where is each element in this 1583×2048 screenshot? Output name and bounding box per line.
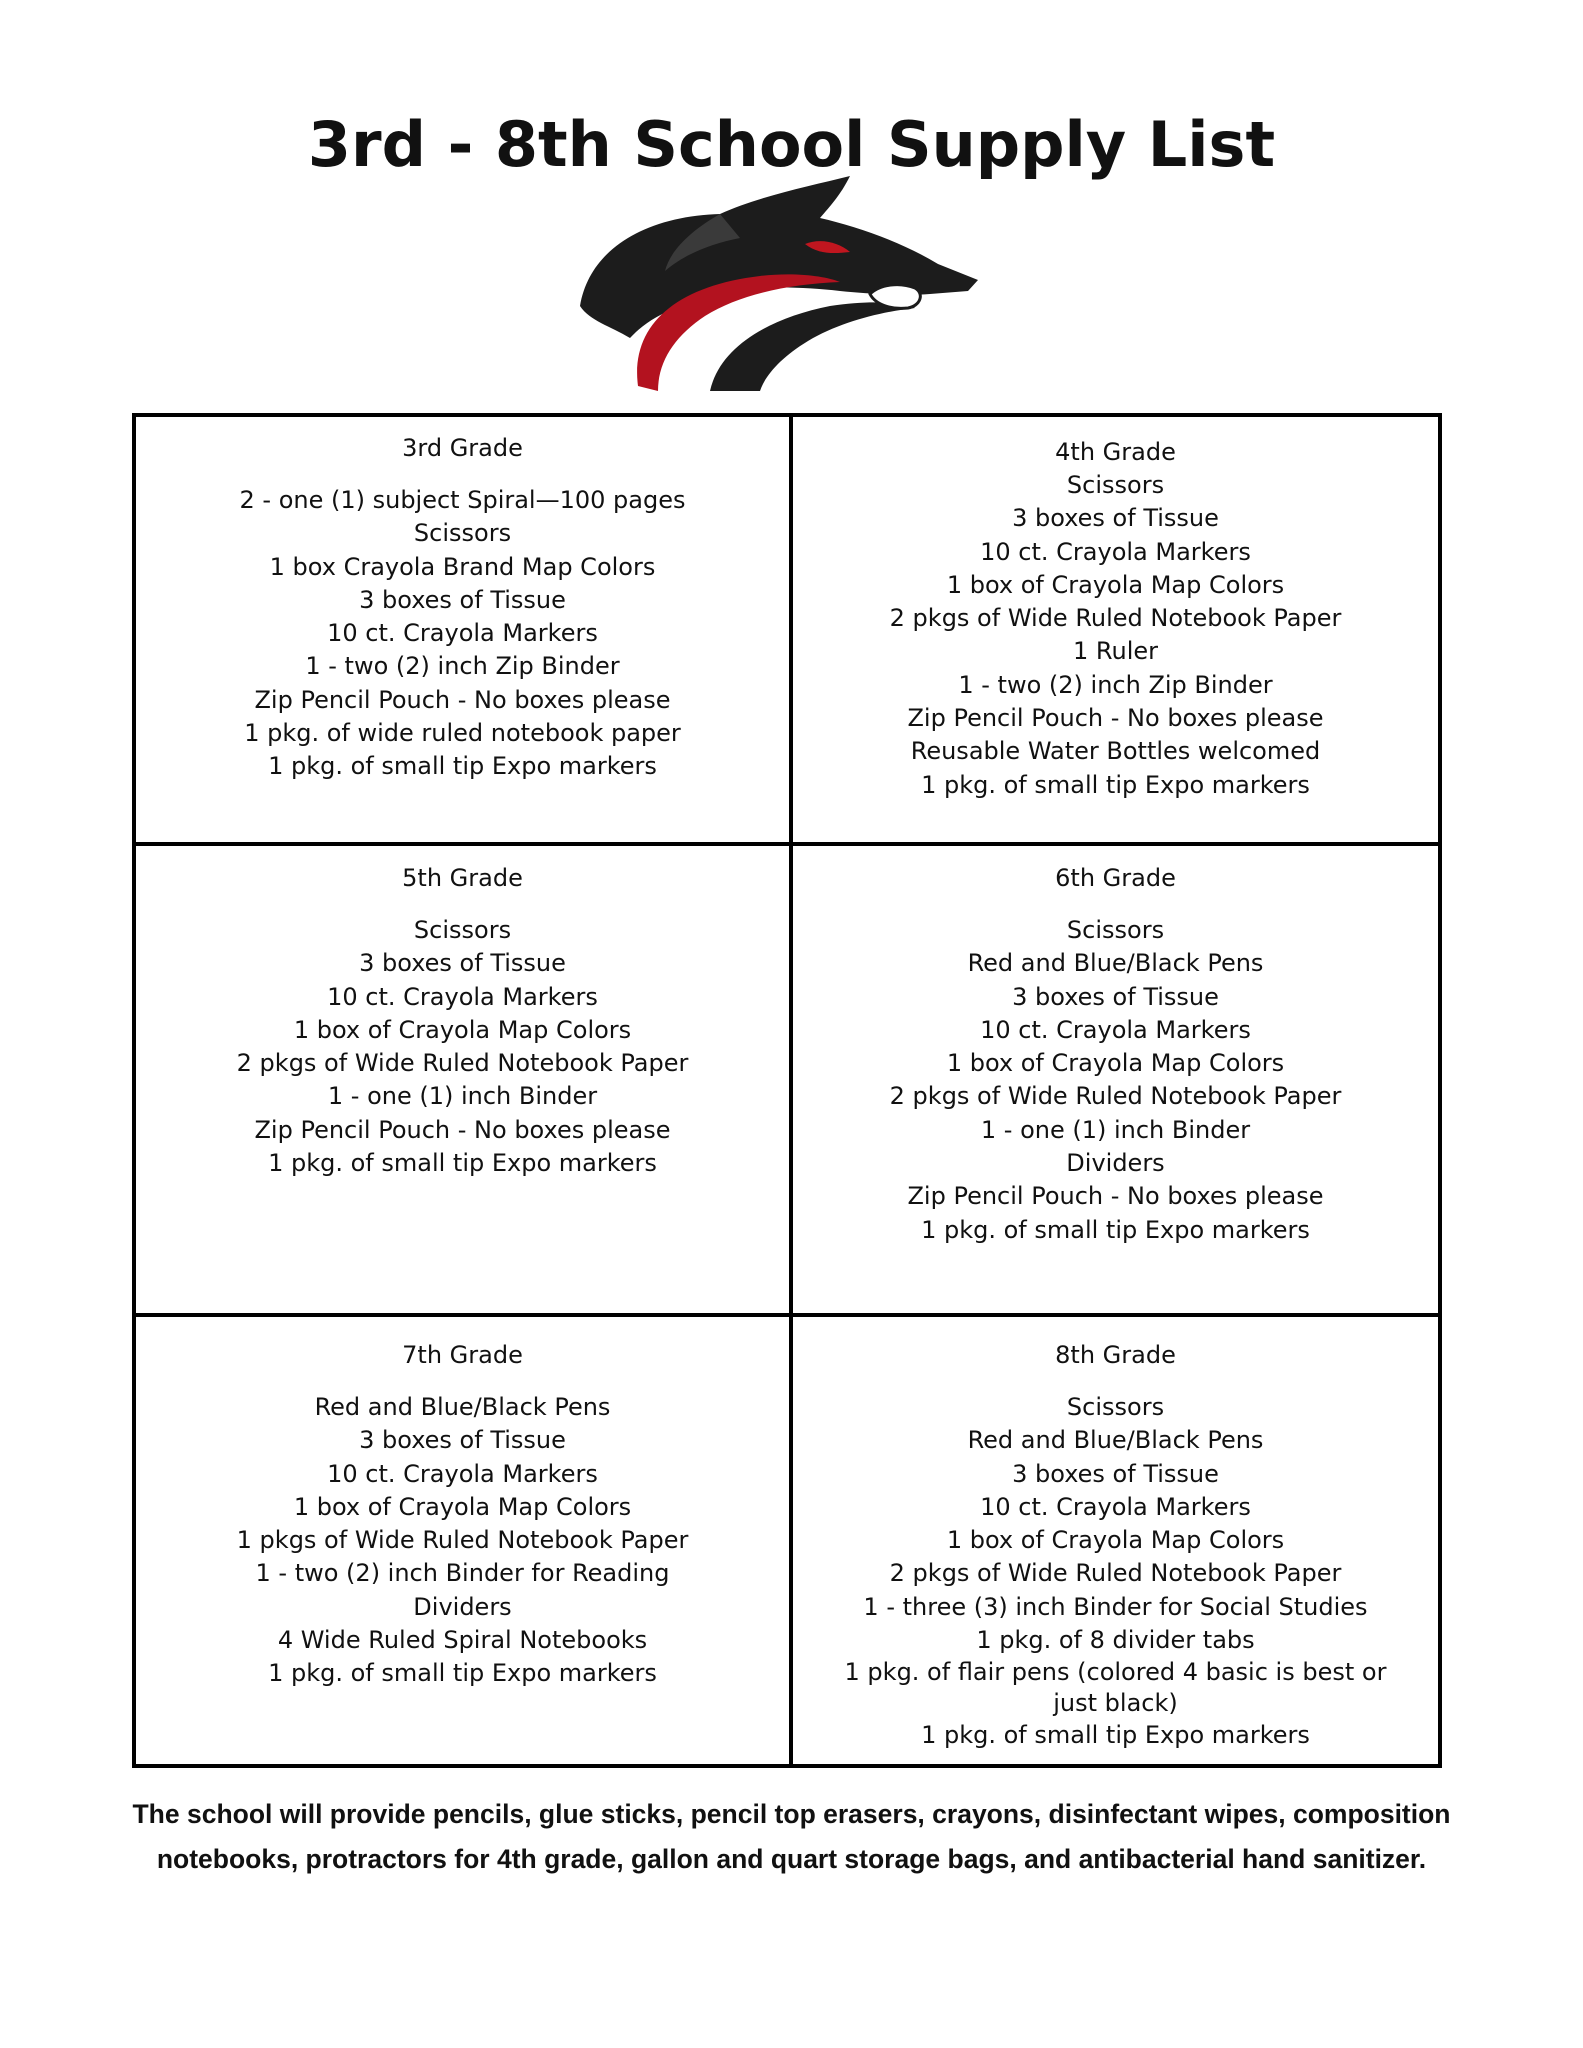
supply-item: 10 ct. Crayola Markers bbox=[980, 1015, 1251, 1044]
supply-item: 10 ct. Crayola Markers bbox=[327, 619, 598, 648]
supply-item: 3 boxes of Tissue bbox=[1012, 504, 1219, 533]
supply-item: Zip Pencil Pouch - No boxes please bbox=[254, 685, 671, 714]
supply-item: 2 pkgs of Wide Ruled Notebook Paper bbox=[236, 1049, 689, 1078]
supply-item: 1 pkg. of small tip Expo markers bbox=[268, 752, 657, 781]
footer-note: The school will provide pencils, glue sticks, pencil top erasers, crayons, disinfectant wipes, composition notebooks, protractors for 4th grade, gallon and quart storage bags, and antibacterial hand sanitizer. bbox=[132, 1799, 1451, 1874]
supply-item: 1 box Crayola Brand Map Colors bbox=[269, 552, 656, 581]
supply-item: 1 box of Crayola Map Colors bbox=[946, 1049, 1285, 1078]
supply-item: Reusable Water Bottles welcomed bbox=[910, 737, 1321, 766]
supply-item: Scissors bbox=[1066, 1393, 1165, 1421]
supply-item: Scissors bbox=[1066, 471, 1165, 499]
supply-item: Dividers bbox=[1066, 1149, 1165, 1178]
supply-item: 1 Ruler bbox=[1072, 637, 1158, 666]
grade-cell-6th bbox=[793, 862, 1438, 1247]
supply-item: 2 pkgs of Wide Ruled Notebook Paper bbox=[889, 604, 1342, 633]
page-title: 3rd - 8th School Supply List bbox=[307, 108, 1276, 181]
supply-item: 4 Wide Ruled Spiral Notebooks bbox=[277, 1626, 648, 1655]
supply-item: 2 - one (1) subject Spiral—100 pages bbox=[239, 486, 686, 514]
supply-item: Scissors bbox=[1066, 916, 1165, 944]
supply-item: 10 ct. Crayola Markers bbox=[980, 1492, 1251, 1521]
grade-grid bbox=[132, 413, 1442, 1768]
grade-heading: 5th Grade bbox=[402, 864, 523, 892]
supply-item: Red and Blue/Black Pens bbox=[967, 949, 1264, 978]
supply-item: 3 boxes of Tissue bbox=[359, 585, 566, 614]
supply-item: 1 - two (2) inch Binder for Reading bbox=[255, 1559, 670, 1588]
supply-item: 3 boxes of Tissue bbox=[359, 949, 566, 978]
supply-item: Red and Blue/Black Pens bbox=[967, 1426, 1264, 1455]
supply-list bbox=[823, 1391, 1408, 1753]
supply-item: 10 ct. Crayola Markers bbox=[980, 537, 1251, 566]
supply-item: 1 - two (2) inch Zip Binder bbox=[305, 652, 620, 681]
supply-item: Red and Blue/Black Pens bbox=[314, 1393, 611, 1421]
supply-list bbox=[136, 484, 789, 784]
supply-list bbox=[136, 1391, 789, 1691]
supply-item: 1 pkg. of wide ruled notebook paper bbox=[244, 719, 681, 748]
supply-item: 1 - one (1) inch Binder bbox=[327, 1082, 598, 1111]
supply-item: 1 box of Crayola Map Colors bbox=[946, 570, 1285, 599]
grade-heading: 7th Grade bbox=[402, 1341, 523, 1369]
grid-divider-row-2 bbox=[136, 1313, 1438, 1317]
grade-heading: 3rd Grade bbox=[402, 434, 523, 462]
supply-item: 3 boxes of Tissue bbox=[1012, 1459, 1219, 1488]
grade-cell-8th bbox=[823, 1339, 1408, 1753]
grade-cell-5th bbox=[136, 862, 789, 1180]
supply-list bbox=[136, 914, 789, 1180]
supply-item: 3 boxes of Tissue bbox=[359, 1426, 566, 1455]
supply-item: 1 pkg. of small tip Expo markers bbox=[268, 1659, 657, 1688]
supply-item: 1 pkgs of Wide Ruled Notebook Paper bbox=[236, 1526, 689, 1555]
supply-item: 1 pkg. of small tip Expo markers bbox=[921, 1215, 1310, 1244]
grid-divider-row-1 bbox=[136, 842, 1438, 846]
grade-heading: 6th Grade bbox=[1055, 864, 1176, 892]
supply-item: 2 pkgs of Wide Ruled Notebook Paper bbox=[889, 1082, 1342, 1111]
supply-item: Zip Pencil Pouch - No boxes please bbox=[907, 1182, 1324, 1211]
supply-item: 1 - three (3) inch Binder for Social Studies bbox=[863, 1592, 1368, 1621]
supply-item: 1 - one (1) inch Binder bbox=[980, 1115, 1251, 1144]
supply-item: 1 box of Crayola Map Colors bbox=[293, 1492, 632, 1521]
supply-item: Dividers bbox=[413, 1592, 512, 1621]
supply-item: 2 pkgs of Wide Ruled Notebook Paper bbox=[889, 1559, 1342, 1588]
supply-item: 10 ct. Crayola Markers bbox=[327, 1459, 598, 1488]
supply-item: 1 box of Crayola Map Colors bbox=[293, 1015, 632, 1044]
wolf-head-icon bbox=[570, 176, 990, 391]
grade-cell-4th bbox=[793, 436, 1438, 802]
supply-item: 1 pkg. of small tip Expo markers bbox=[921, 1721, 1310, 1750]
supply-item: Zip Pencil Pouch - No boxes please bbox=[907, 704, 1324, 733]
supply-item: 1 - two (2) inch Zip Binder bbox=[958, 670, 1273, 699]
supply-item: 10 ct. Crayola Markers bbox=[327, 982, 598, 1011]
supply-item: Scissors bbox=[413, 519, 512, 548]
grade-cell-3rd bbox=[136, 432, 789, 784]
supply-item: Scissors bbox=[413, 916, 512, 944]
supply-list bbox=[793, 469, 1438, 802]
grade-cell-7th bbox=[136, 1339, 789, 1691]
grade-heading: 8th Grade bbox=[1055, 1341, 1176, 1369]
supply-item: 1 pkg. of small tip Expo markers bbox=[921, 770, 1310, 799]
supply-list bbox=[793, 914, 1438, 1247]
supply-item: 1 pkg. of small tip Expo markers bbox=[268, 1149, 657, 1178]
supply-item: 3 boxes of Tissue bbox=[1012, 982, 1219, 1011]
supply-item: 1 box of Crayola Map Colors bbox=[946, 1526, 1285, 1555]
supply-item: 1 pkg. of 8 divider tabs bbox=[976, 1626, 1255, 1655]
supply-item: Zip Pencil Pouch - No boxes please bbox=[254, 1115, 671, 1144]
supply-item: 1 pkg. of flair pens (colored 4 basic is best or just black) bbox=[844, 1658, 1387, 1718]
grade-heading: 4th Grade bbox=[1055, 438, 1176, 466]
